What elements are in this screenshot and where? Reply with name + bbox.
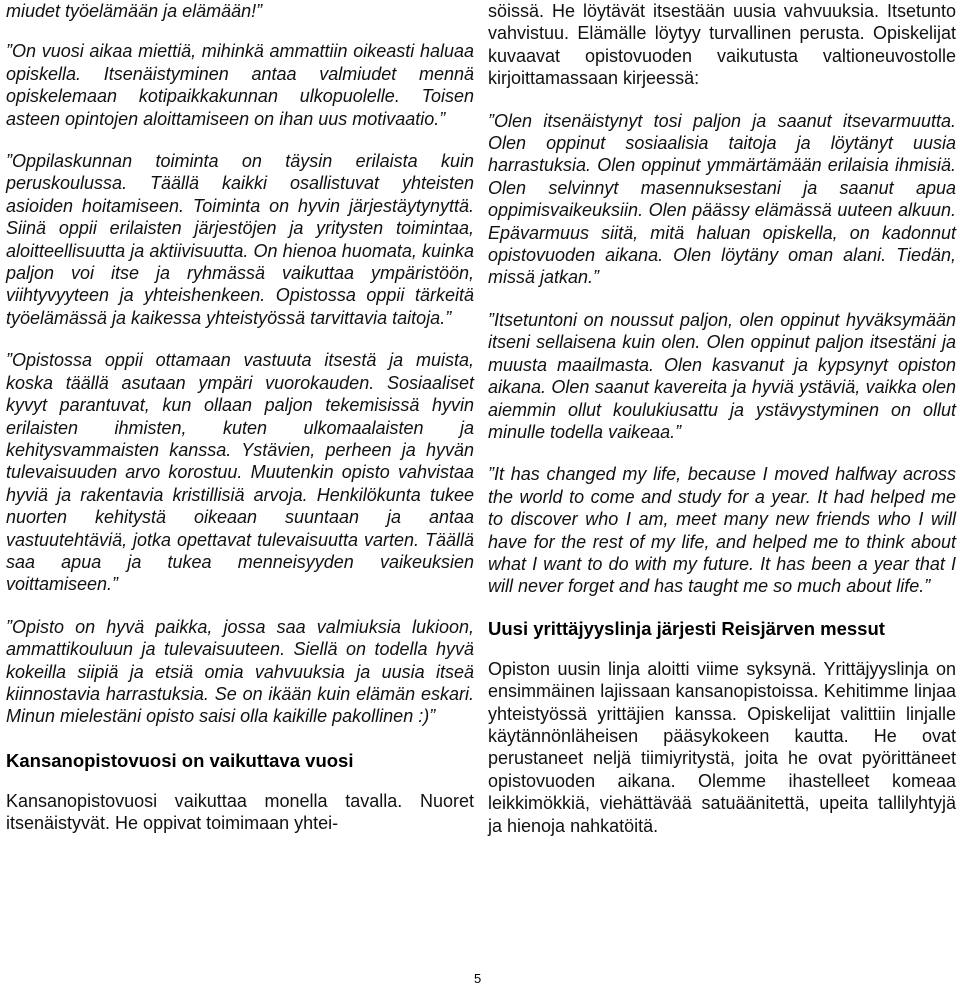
student-quote-4: ”Opisto on hyvä paikka, jossa saa valmiuksia lukioon, ammattikouluun ja tulevaisuuteen. Siellä on todella hyvä kokeilla siipiä ja etsiä omia vahvuuksia ja uusia itseä kiinnostavia harrastuksia. Se on ikään kuin elämän eskari. Minun mielestäni opisto saisi olla kaikille pakollinen :)” xyxy=(6,616,474,727)
student-quote-2: ”Oppilaskunnan toiminta on täysin erilaista kuin peruskoulussa. Täällä kaikki osallistuvat yhteisten asioiden hoitamiseen. Toiminta on hyvin järjestäytynyttä. Siinä oppii erilaisten järjestöjen ja yritysten toimintaa, aloitteellisuutta ja aktiivisuutta. On hienoa huomata, kuinka paljon voi itse ja ryhmässä vaikuttaa ympäristöön, viihtyvyyteen ja yhteishenkeen. Opistossa oppii tärkeitä työelämässä ja kaikessa yhteistyössä tarvittavia taitoja.” xyxy=(6,151,474,328)
student-quote-5: ”Olen itsenäistynyt tosi paljon ja saanut itsevarmuutta. Olen oppinut sosiaalisia taitoja ja löytänyt uusia harrastuksia. Olen oppinut ymmärtämään erilaisia ihmisiä. Olen selvinnyt masennuksestani ja saanut apua oppimisvaikeuksiin. Olen päässy elämässä uuteen alkuun. Epävarmuus siitä, mitä haluan opiskella, on kadonnut opistovuoden aikana. Olen löytäny oman alani. Tiedän, missä jatkan.” xyxy=(488,110,956,288)
body-paragraph-right: Opiston uusin linja aloitti viime syksynä. Yrittäjyyslinja on ensimmäinen lajissaan kansanopistoissa. Kehitimme linjaa yhteistyössä yrittäjien kanssa. Opiskelijat valittiin linjalle käytännönläheisen pääsykokeen kautta. He ovat perustaneet neljä tiimiyritystä, joita he ovat pyörittäneet opistovuoden aikana. Olemme ihastelleet komeaa leikkimökkiä, viehättävää satuäänitettä, upeita tallilyhtyjä ja hienoja nahkatöitä. xyxy=(488,658,956,836)
section-heading-kansanopistovuosi: Kansanopistovuosi on vaikuttava vuosi xyxy=(6,749,354,771)
left-column xyxy=(6,0,474,835)
body-paragraph-continued: söissä. He löytävät itsestään uusia vahvuuksia. Itsetunto vahvistuu. Elämälle löytyy turvallinen perusta. Opiskelijat kuvaavat opistovuoden vaikutusta valtioneuvostolle kirjoittamassaan kirjeessä: xyxy=(488,1,956,89)
right-column xyxy=(488,0,956,837)
page-number: 5 xyxy=(474,971,482,986)
quote-continuation: miudet työelämään ja elämään!” xyxy=(6,1,263,21)
student-quote-1: ”On vuosi aikaa miettiä, mihinkä ammattiin oikeasti haluaa opiskella. Itsenäistyminen antaa valmiudet mennä opiskelemaan kotipaikkakunnan ulkopuolelle. Toisen asteen opintojen aloittamiseen on ihan uus motivaatio.” xyxy=(6,41,474,129)
section-heading-yrittajyyslinja: Uusi yrittäjyyslinja järjesti Reisjärven messut xyxy=(488,617,885,639)
body-paragraph-left: Kansanopistovuosi vaikuttaa monella tavalla. Nuoret itsenäistyvät. He oppivat toimimaan yhtei- xyxy=(6,790,474,834)
student-quote-3: ”Opistossa oppii ottamaan vastuuta itsestä ja muista, koska täällä asutaan ympäri vuorokauden. Sosiaaliset kyvyt parantuvat, kun ollaan paljon tekemisissä hyvin erilaisten ihmisten, kuten ulkomaalaisten ja kehitysvammaisten kanssa. Ystävien, perheen ja hyvän tulevaisuuden arvo korostuu. Muutenkin opisto vahvistaa hyviä ja rakentavia kristillisiä arvoja. Henkilökunta tukee nuorten kehitystä oikeaan suuntaan ja antaa vastuutehtäviä, jotka opettavat tulevaisuutta varten. Täällä saa apua ja tukea menneisyyden vaikeuksien voittamiseen.” xyxy=(6,350,474,595)
student-quote-6: ”Itsetuntoni on noussut paljon, olen oppinut hyväksymään itseni sellaisena kuin olen. Olen oppinut paljon itsestäni ja muusta maailmasta. Olen kasvanut ja kypsynyt opiston aikana. Olen saanut kavereita ja hyviä ystäviä, vaikka olen aiemmin ollut koulukiusattu ja ystävystyminen on ollut minulle todella vaikeaa.” xyxy=(488,309,956,442)
student-quote-7: ”It has changed my life, because I moved halfway across the world to come and study for a year. It had helped me to discover who I am, meet many new friends who I will have for the rest of my life, and helped me to think about what I want to do with my future. It has been a year that I will never forget and has taught me so much about life.” xyxy=(488,464,956,597)
